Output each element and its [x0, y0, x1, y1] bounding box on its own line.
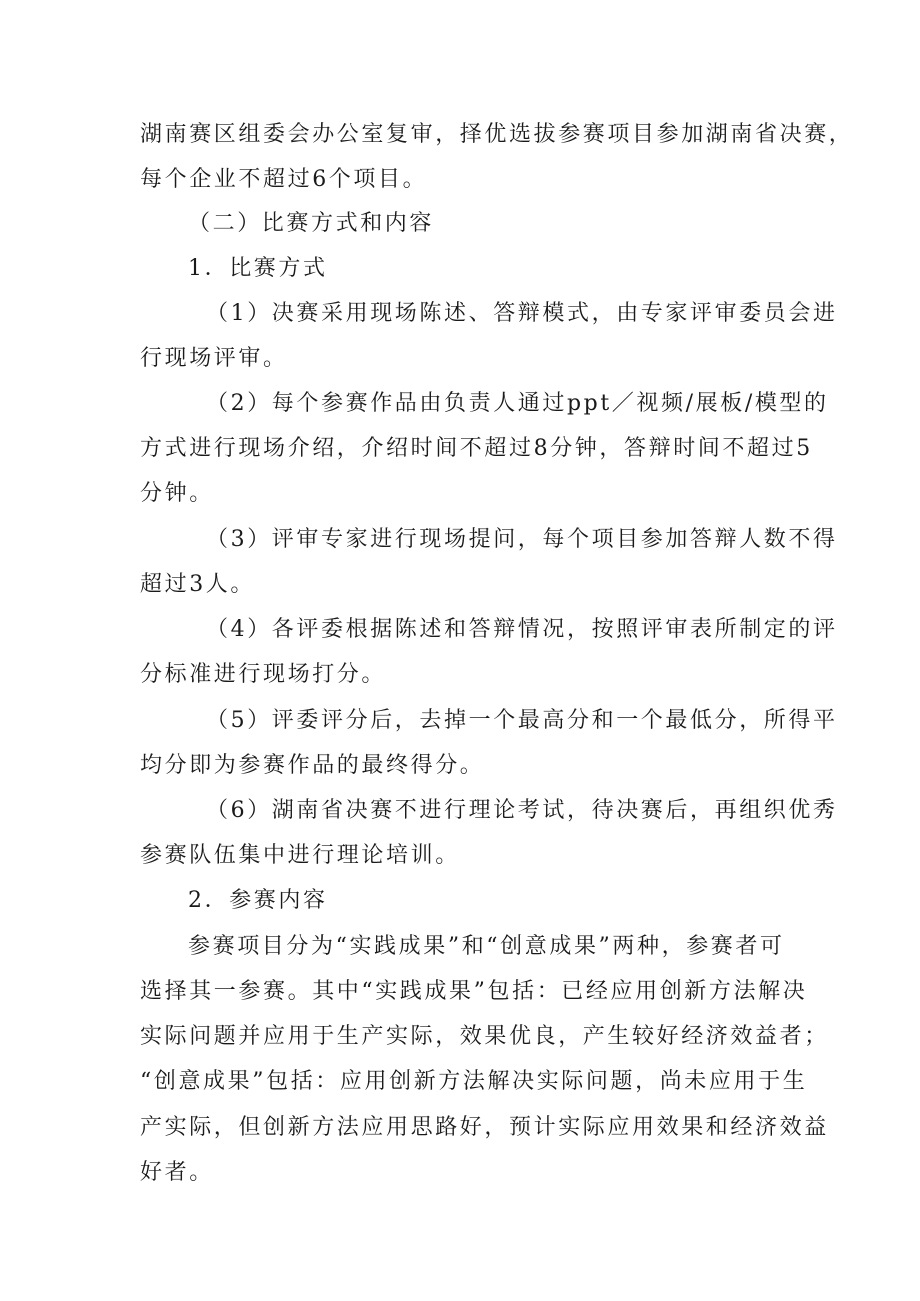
section-heading: （二）比赛方式和内容	[188, 211, 435, 236]
paragraph-line: 产实际，但创新方法应用思路好，预计实际应用效果和经济效益	[140, 1115, 829, 1140]
list-item-line: （4）各评委根据陈述和答辩情况，按照评审表所制定的评	[206, 617, 838, 642]
list-item-line: （1）决赛采用现场陈述、答辩模式，由专家评审委员会进	[206, 301, 838, 326]
paragraph-line: 湖南赛区组委会办公室复审，择优选拔参赛项目参加湖南省决赛，	[140, 122, 854, 147]
list-item-line: （3）评审专家进行现场提问，每个项目参加答辩人数不得	[206, 527, 838, 552]
list-item-line: 分钟。	[140, 481, 214, 506]
subsection-heading: 1．比赛方式	[188, 256, 328, 281]
list-item-line: 行现场评审。	[140, 346, 288, 371]
list-item-line: （6）湖南省决赛不进行理论考试，待决赛后，再组织优秀	[206, 798, 838, 823]
list-item-line: 参赛队伍集中进行理论培训。	[140, 843, 460, 868]
list-item-line: （2）每个参赛作品由负责人通过ppt／视频/展板/模型的	[206, 391, 829, 416]
paragraph-line: 参赛项目分为“实践成果”和“创意成果”两种，参赛者可	[188, 934, 785, 959]
paragraph-line: 好者。	[140, 1160, 214, 1185]
paragraph-line: 每个企业不超过6个项目。	[140, 167, 428, 192]
list-item-line: 分标准进行现场打分。	[140, 662, 387, 687]
paragraph-line: 选择其一参赛。其中“实践成果”包括：已经应用创新方法解决	[140, 979, 808, 1004]
paragraph-line: “创意成果”包括：应用创新方法解决实际问题，尚未应用于生	[140, 1069, 808, 1094]
list-item-line: 方式进行现场介绍，介绍时间不超过8分钟，答辩时间不超过5	[140, 436, 813, 461]
list-item-line: 超过3人。	[140, 572, 255, 597]
list-item-line: 均分即为参赛作品的最终得分。	[140, 753, 485, 778]
subsection-heading: 2．参赛内容	[188, 888, 328, 913]
paragraph-line: 实际问题并应用于生产实际，效果优良，产生较好经济效益者；	[140, 1024, 829, 1049]
list-item-line: （5）评委评分后，去掉一个最高分和一个最低分，所得平	[206, 708, 838, 733]
